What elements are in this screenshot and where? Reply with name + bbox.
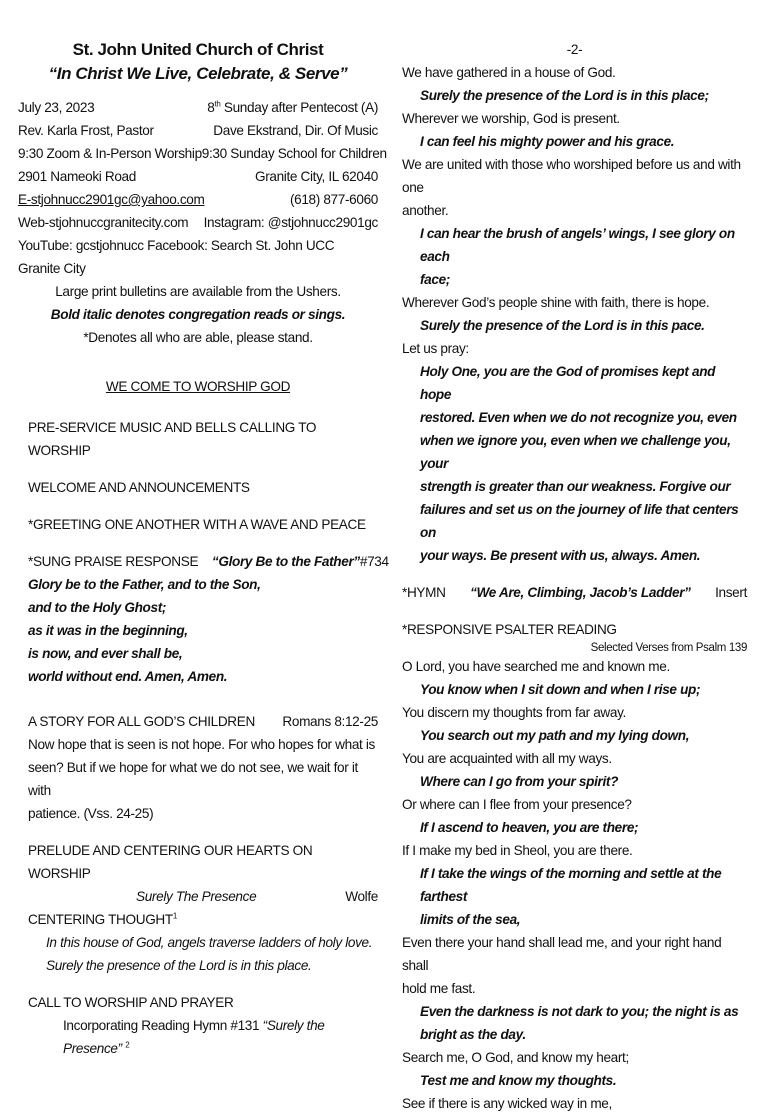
instagram: Instagram: @stjohnucc2901gc: [203, 215, 378, 230]
info-row-staff: [18, 119, 378, 142]
centering-label: CENTERING THOUGHT$^1$: [28, 911, 177, 927]
pastor-name: Rev. Karla Frost, Pastor: [18, 123, 154, 138]
left-column: [18, 38, 389, 1060]
liturgical-day: 8th Sunday after Pentecost (A): [207, 99, 378, 115]
call-to-worship-label: CALL TO WORSHIP AND PRAYER: [28, 995, 234, 1010]
centering-text: In this house of God, angels traverse ladders of holy love. Surely the presence of the Lord is in this place.: [46, 935, 373, 973]
sung-response-number: #734: [359, 554, 389, 569]
story-row: [18, 710, 378, 733]
psalter-subtitle: Selected Verses from Psalm 139: [590, 642, 747, 654]
story-reference: Romans 8:12-25: [282, 714, 378, 729]
hymn-label: *HYMN: [402, 585, 446, 600]
call-to-worship-sub: Incorporating Reading Hymn #131 “Surely the Presence” $^2$: [63, 1018, 325, 1056]
sung-response-label: *SUNG PRAISE RESPONSE: [28, 554, 199, 569]
opening-prayer: Holy One, you are the God of promises kept and hope restored. Even when we do not recognize you, even when we ignore you, even when we challenge you, your strength is greater than our weakness. Forgive our failures and set us on the journey of life that centers on your ways. Be present with us, always. Amen.: [420, 364, 739, 563]
prelude-composer: Wolfe: [345, 889, 378, 904]
hymn-row: [402, 581, 747, 604]
section-title: WE COME TO WORSHIP GOD: [105, 379, 291, 394]
gloria-text: Glory be to the Father, and to the Son, and to the Holy Ghost; as it was in the beginning, is now, and ever shall be, world without end. Amen, Amen.: [28, 577, 261, 684]
youtube-facebook: YouTube: gcstjohnucc Facebook: Search St. John UCC Granite City: [18, 238, 335, 276]
info-row-times: [18, 142, 387, 165]
psalter-label: *RESPONSIVE PSALTER READING: [402, 622, 617, 637]
worship-time: 9:30 Zoom & In-Person Worship: [18, 146, 202, 161]
school-time: 9:30 Sunday School for Children: [201, 146, 387, 161]
city-state: Granite City, IL 62040: [254, 169, 378, 184]
story-label: A STORY FOR ALL GOD’S CHILDREN: [28, 714, 255, 729]
story-text: Now hope that is seen is not hope. For who hopes for what is seen? But if we hope for what we do not see, we wait for it with patience. (Vss. 24-25): [28, 737, 375, 821]
pre-service-item: PRE-SERVICE MUSIC AND BELLS CALLING TO WORSHIP: [28, 420, 317, 458]
prelude-label: PRELUDE AND CENTERING OUR HEARTS ON WORSHIP: [28, 843, 313, 881]
email-link[interactable]: E-stjohnucc2901gc@yahoo.com: [18, 192, 205, 207]
info-row-web: [18, 211, 378, 234]
page-number: -2-: [566, 42, 583, 57]
stand-note: *Denotes all who are able, please stand.: [83, 330, 313, 345]
street-address: 2901 Nameoki Road: [18, 169, 136, 184]
website: Web-stjohnuccgranitecity.com: [18, 215, 189, 230]
large-print-note: Large print bulletins are available from the Ushers.: [55, 284, 341, 299]
hymn-title: “We Are, Climbing, Jacob’s Ladder”: [470, 585, 691, 600]
info-row-address: [18, 165, 378, 188]
hymn-location: Insert: [715, 585, 747, 600]
prelude-piece-row: [18, 885, 378, 908]
call-to-worship-text: We have gathered in a house of God. Surely the presence of the Lord is in this place; Wherever we worship, God is present. I can feel his mighty power and his grace. We are united with those who worshiped before us and with one another. I can hear the brush of angels’ wings, I see glory on each face; Wherever God’s people shine with faith, there is hope. Surely the presence of the Lord is in this pace. Let us pray:: [402, 65, 741, 356]
church-name: St. John United Church of Christ: [72, 40, 324, 59]
welcome-item: WELCOME AND ANNOUNCEMENTS: [28, 480, 250, 495]
music-director: Dave Ekstrand, Dir. Of Music: [213, 123, 378, 138]
psalter-text: O Lord, you have searched me and known me. You know when I sit down and when I rise up; You discern my thoughts from far away. You search out my path and my lying down, You are acquainted with all my ways. Where can I go from your spirit? Or where can I flee from your presence? If I ascend to heaven, you are there; If I make my bed in Sheol, you are there. If I take the wings of the morning and settle at the farthest limits of the sea, Even there your hand shall lead me, and your right hand shall hold me fast. Even the darkness is not dark to you; the night is as bright as the day. Search me, O God, and know my heart; Test me and know my thoughts. See if there is any wicked way in me,: [402, 659, 739, 1111]
info-row-date: [18, 96, 378, 119]
greeting-item: *GREETING ONE ANOTHER WITH A WAVE AND PEACE: [28, 517, 366, 532]
service-date: July 23, 2023: [18, 100, 95, 115]
sung-response-title: “Glory Be to the Father”: [211, 554, 360, 569]
phone-number: (618) 877-6060: [289, 192, 378, 207]
info-row-contact: [18, 188, 378, 211]
bold-italic-note: Bold italic denotes congregation reads or sings.: [50, 307, 346, 322]
right-column: [402, 38, 747, 1115]
sung-response-row: [18, 550, 389, 573]
church-motto: “In Christ We Live, Celebrate, & Serve”: [48, 64, 348, 83]
prelude-title: Surely The Presence: [136, 889, 257, 904]
